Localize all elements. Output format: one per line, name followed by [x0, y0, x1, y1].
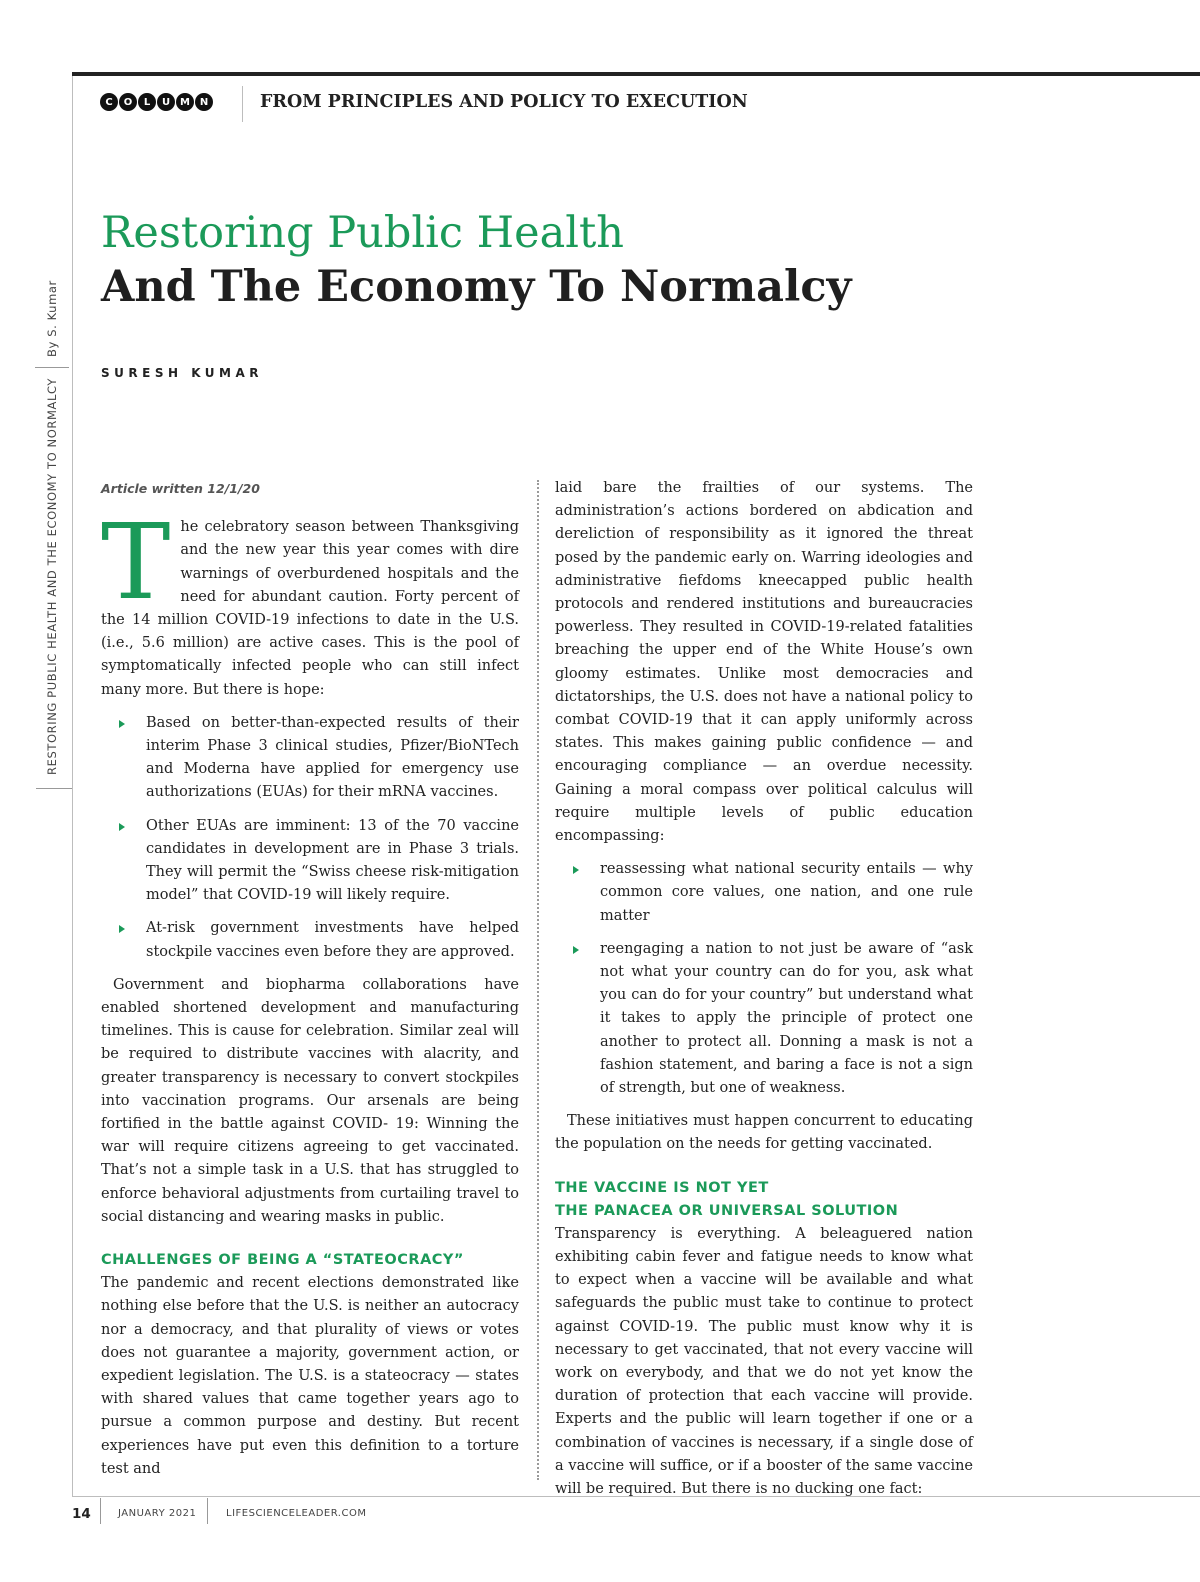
- sidebar-running-head: [44, 280, 60, 775]
- column-badge: [100, 93, 213, 111]
- article-title-line1: Restoring Public Health: [101, 208, 624, 258]
- column-letter: C: [100, 93, 118, 111]
- intro-text: he celebratory season between Thanksgiving and the new year this year comes with dire warnings of overburdened hospitals and the need for abundant caution. Forty percent of the 14 million COVID-19 infections to date in the U.S. (i.e., 5.6 million) are active cases. This is the pool of symptomatically infected people who can still infect many more. But there is hope:: [101, 519, 519, 698]
- body-paragraph: The pandemic and recent elections demonstrated like nothing else before that the U.S. is neither an autocracy nor a democracy, and that plurality of views or votes does not guarantee a majority, government action, or expedient legislation. The U.S. is a stateocracy — states with shared values that came together years ago to pursue a common purpose and destiny. But recent experiences have put even this definition to a torture test and: [101, 1275, 519, 1477]
- subheading-vaccine: THE VACCINE IS NOT YET THE PANACEA OR UNIVERSAL SOLUTION: [555, 1179, 899, 1219]
- footer-separator: [207, 1498, 208, 1524]
- subheading-stateocracy: CHALLENGES OF BEING A “STATEOCRACY”: [101, 1252, 464, 1269]
- bullet-triangle-icon: [119, 720, 125, 728]
- drop-cap: T: [101, 501, 171, 624]
- bullet-triangle-icon: [573, 946, 579, 954]
- footer-separator: [100, 1498, 101, 1524]
- bullet-triangle-icon: [119, 823, 125, 831]
- date-note: Article written 12/1/20: [101, 481, 260, 496]
- article-title-line2: And The Economy To Normalcy: [101, 262, 852, 312]
- list-item: reassessing what national security entails — why common core values, one nation, and one rule matter: [600, 858, 973, 928]
- sidebar-byline: By S. Kumar: [45, 280, 59, 357]
- list-item: Other EUAs are imminent: 13 of the 70 vaccine candidates in development are in Phase 3 trials. They will permit the “Swiss cheese risk-mitigation model” that COVID-19 will likely require.: [146, 815, 519, 908]
- body-paragraph: Transparency is everything. A beleaguered nation exhibiting cabin fever and fatigue needs to know what to expect when a vaccine will be available and what safeguards the public must take to continue to protect against COVID-19. The public must know why it is necessary to get vaccinated, that not every vaccine will work on everybody, and that we do not yet know the duration of protection that each vaccine will provide. Experts and the public will learn together if one or a combination of vaccines is necessary, if a single dose of a vaccine will suffice, or if a booster of the same vaccine will be required. But there is no ducking one fact:: [555, 1225, 973, 1497]
- bullet-triangle-icon: [573, 866, 579, 874]
- list-item: Based on better-than-expected results of their interim Phase 3 clinical studies, Pfizer/BioNTech and Moderna have applied for emergency use authorizations (EUAs) for their mRNA vaccines.: [146, 712, 519, 805]
- column-letter: U: [157, 93, 175, 111]
- left-rule: [72, 76, 73, 1496]
- hope-list: [101, 712, 519, 964]
- section-heading: FROM PRINCIPLES AND POLICY TO EXECUTION: [260, 92, 748, 112]
- body-paragraph: laid bare the frailties of our systems. The administration’s actions bordered on abdication and dereliction of responsibility as it ignored the threat posed by the pandemic early on. Warring ideologies and administrative fiefdoms kneecapped public health protocols and rendered institutions and bureaucracies powerless. They resulted in COVID-19-related fatalities breaching the upper end of the White House’s own gloomy estimates. Unlike most democracies and dictatorships, the U.S. does not have a national policy to combat COVID-19 that it can apply uniformly across states. This makes gaining public confidence — and encouraging compliance — an overdue necessity. Gaining a moral compass over political calculus will require multiple levels of public education encompassing:: [555, 480, 973, 845]
- column-letter: M: [176, 93, 194, 111]
- education-list: [555, 858, 973, 1100]
- sidebar-title: RESTORING PUBLIC HEALTH AND THE ECONOMY TO NORMALCY: [45, 377, 59, 775]
- top-rule: [72, 72, 1200, 76]
- footer-site: LIFESCIENCELEADER.COM: [226, 1508, 367, 1519]
- list-item: reengaging a nation to not just be aware of “ask not what your country can do for you, ask what you can do for your country” but understand what it takes to apply the principle of protect one another to protect all. Donning a mask is not a fashion statement, and baring a face is not a sign of strength, but one of weakness.: [600, 938, 973, 1100]
- header-separator: [242, 86, 243, 122]
- right-column: [555, 477, 973, 1501]
- intro-paragraph: [101, 501, 519, 702]
- footer-date: JANUARY 2021: [118, 1508, 197, 1519]
- bullet-triangle-icon: [119, 925, 125, 933]
- list-item: At-risk government investments have helped stockpile vaccines even before they are approved.: [146, 917, 519, 963]
- body-paragraph: These initiatives must happen concurrent to educating the population on the needs for getting vaccinated.: [555, 1113, 973, 1153]
- left-column: [101, 477, 519, 1481]
- author-name: SURESH KUMAR: [101, 366, 263, 380]
- body-paragraph: Government and biopharma collaborations have enabled shortened development and manufacturing timelines. This is cause for celebration. Similar zeal will be required to distribute vaccines with alacrity, and greater transparency is necessary to convert stockpiles into vaccination programs. Our arsenals are being fortified in the battle against COVID- 19: Winning the war will require citizens agreeing to get vaccinated. That’s not a simple task in a U.S. that has struggled to enforce behavioral adjustments from curtailing travel to social distancing and wearing masks in public.: [101, 976, 519, 1225]
- sidebar-separator: [35, 367, 69, 368]
- page-number: 14: [72, 1506, 91, 1522]
- column-letter: L: [138, 93, 156, 111]
- sidebar-tick: [36, 788, 72, 789]
- column-letter: N: [195, 93, 213, 111]
- column-divider: [537, 480, 539, 1480]
- column-letter: O: [119, 93, 137, 111]
